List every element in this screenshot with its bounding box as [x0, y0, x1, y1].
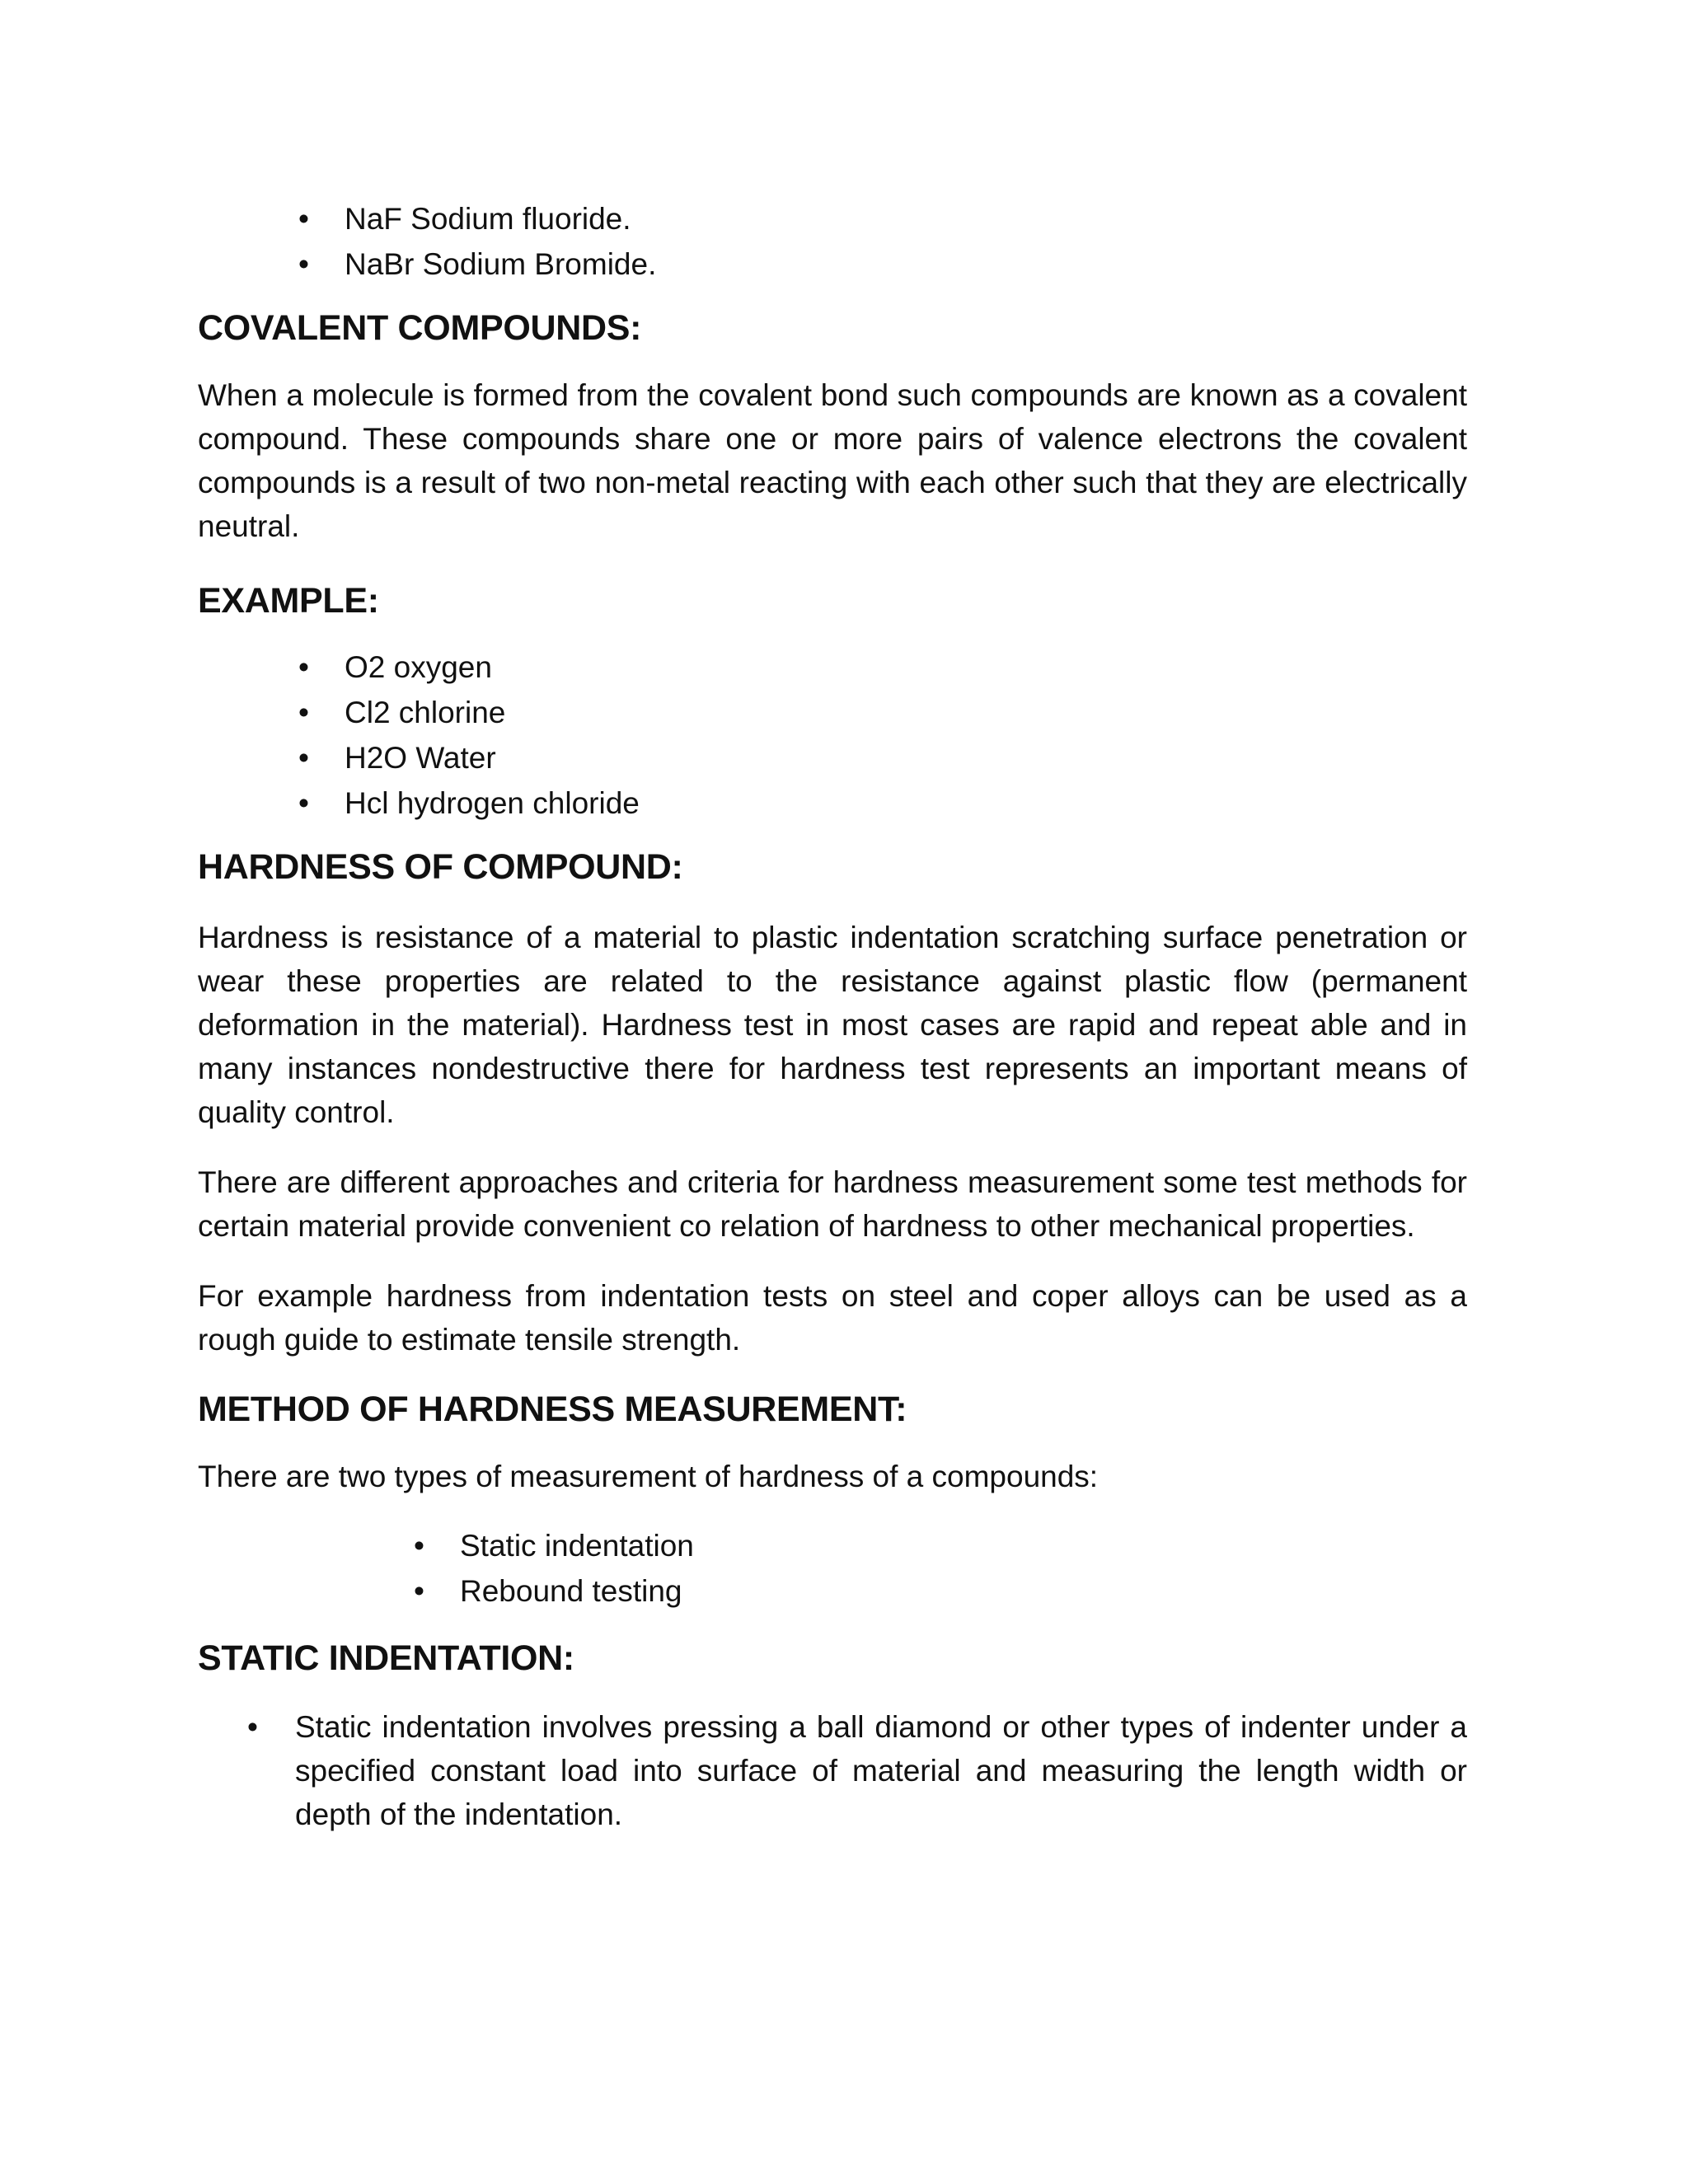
list-item: [198, 196, 1467, 241]
bullet-icon: •: [247, 1710, 258, 1744]
bullet-icon: •: [298, 741, 309, 775]
paragraph-hardness-1: Hardness is resistance of a material to plastic indentation scratching surface penetration or wear these properties are related to the resistance against plastic flow (permanent deformation in the material). Hardness test in most cases are rapid and repeat able and in many instances nondestructive there for hardness test represents an important means of quality control.: [198, 921, 1467, 1129]
list-item: [198, 241, 1467, 287]
section-heading-method: METHOD OF HARDNESS MEASUREMENT:: [198, 1390, 907, 1429]
list-item-text: NaF Sodium fluoride.: [345, 202, 631, 236]
list-item: [198, 690, 1467, 735]
paragraph-covalent: When a molecule is formed from the covalent bond such compounds are known as a covalent compound. These compounds share one or more pairs of valence electrons the covalent compounds is a result of two non-metal reacting with each other such that they are electrically neutral.: [198, 378, 1467, 543]
section-heading-covalent: COVALENT COMPOUNDS:: [198, 308, 642, 348]
list-item-text: Static indentation: [460, 1529, 694, 1563]
example-list: [198, 644, 1467, 826]
static-list: [198, 1705, 1467, 1836]
list-item: [198, 1523, 1467, 1568]
list-item: [198, 780, 1467, 826]
list-item-text: Rebound testing: [460, 1574, 682, 1608]
list-item-text: H2O Water: [345, 741, 496, 775]
bullet-icon: •: [298, 247, 309, 281]
section-heading-example: EXAMPLE:: [198, 581, 379, 621]
list-item-text: Hcl hydrogen chloride: [345, 786, 640, 820]
list-item: [198, 644, 1467, 690]
bullet-icon: •: [298, 650, 309, 684]
list-item: [198, 1568, 1467, 1614]
list-item: [198, 735, 1467, 780]
list-item-text: O2 oxygen: [345, 650, 492, 684]
list-item-text: NaBr Sodium Bromide.: [345, 247, 657, 281]
page-content: [198, 196, 1467, 1836]
paragraph-method-intro: There are two types of measurement of hardness of a compounds:: [198, 1460, 1099, 1493]
bullet-icon: •: [298, 202, 309, 236]
list-item-text: Cl2 chlorine: [345, 696, 506, 729]
bullet-icon: •: [414, 1529, 424, 1563]
list-item: [198, 1705, 1467, 1836]
bullet-icon: •: [298, 696, 309, 729]
section-heading-hardness: HARDNESS OF COMPOUND:: [198, 847, 683, 887]
list-item-text: Static indentation involves pressing a ball diamond or other types of indenter under a specified constant load into surface of material and measuring the length width or depth of the indentation.: [295, 1710, 1467, 1831]
method-list: [198, 1523, 1467, 1614]
section-heading-static: STATIC INDENTATION:: [198, 1638, 574, 1678]
bullet-icon: •: [414, 1574, 424, 1608]
paragraph-hardness-3: For example hardness from indentation tests on steel and coper alloys can be used as a rough guide to estimate tensile strength.: [198, 1279, 1467, 1357]
paragraph-hardness-2: There are different approaches and criteria for hardness measurement some test methods for certain material provide convenient co relation of hardness to other mechanical properties.: [198, 1165, 1467, 1243]
bullet-icon: •: [298, 786, 309, 820]
intro-list: [198, 196, 1467, 287]
